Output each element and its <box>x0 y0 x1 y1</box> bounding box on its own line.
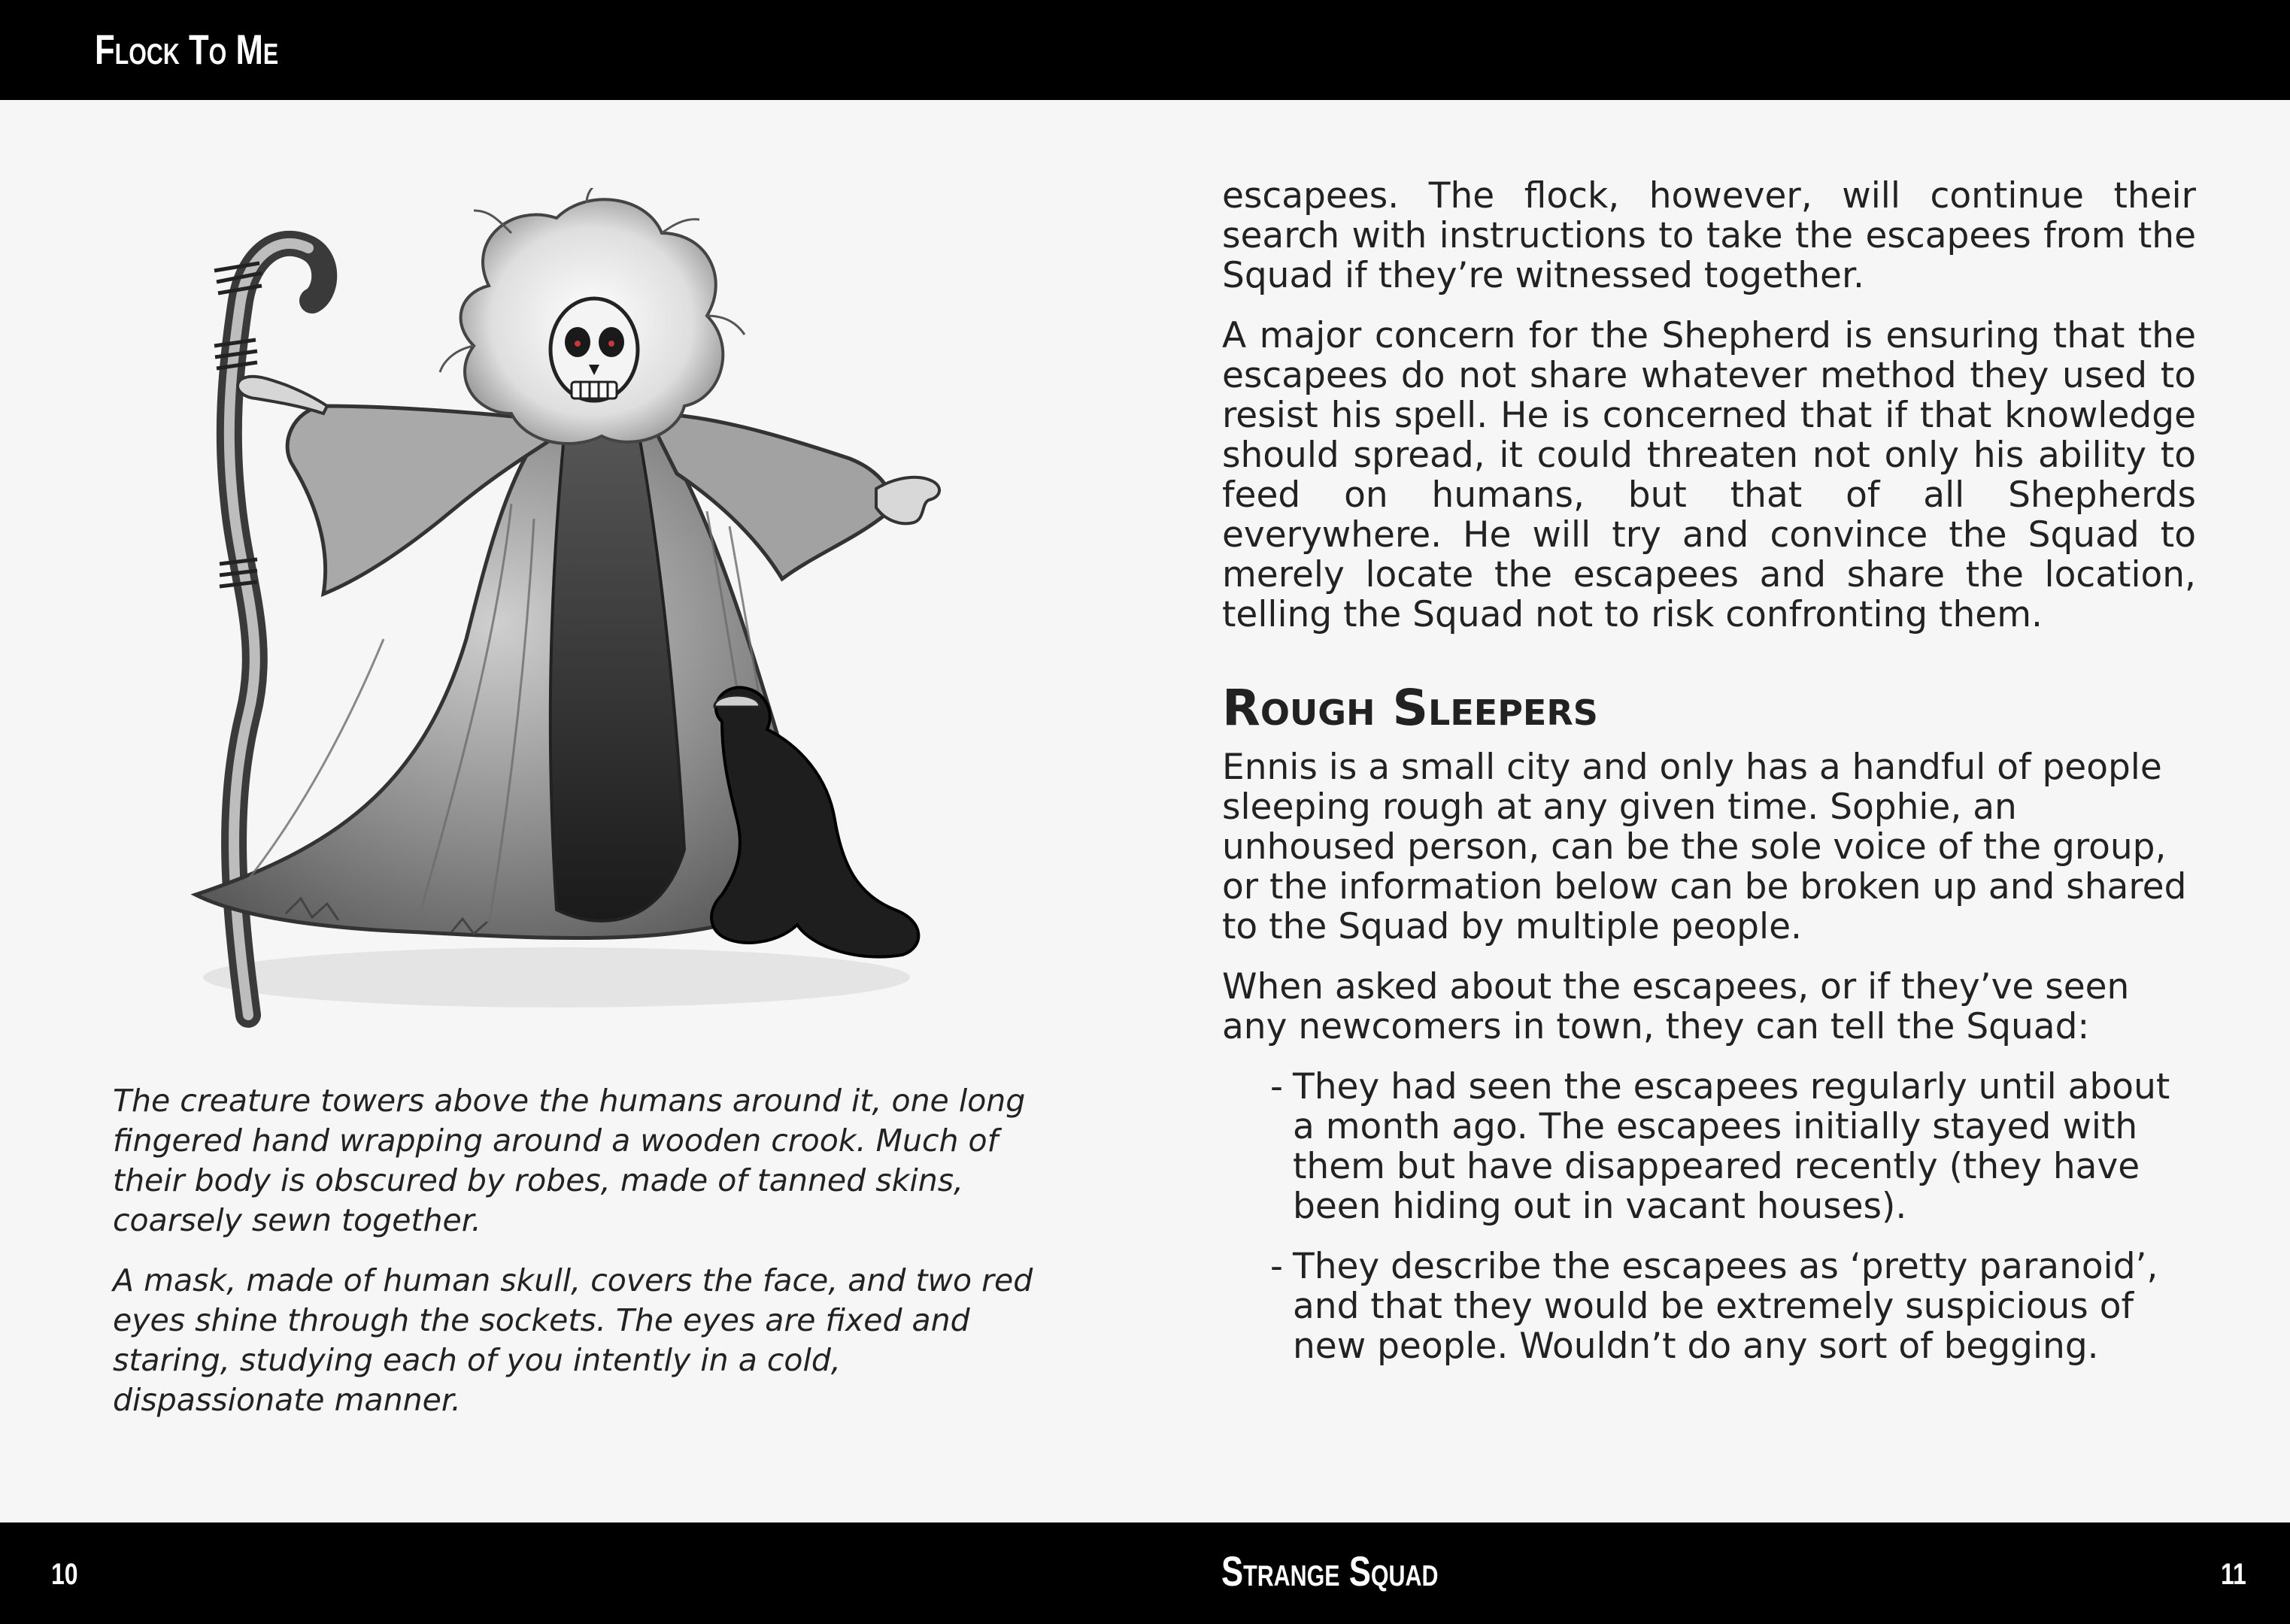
chapter-title: Flock To Me <box>95 26 279 73</box>
caption-paragraph: A mask, made of human skull, covers the face, and two red eyes shine through the sockets. The eyes are fixed and staring, studying each of you intently in a cold, dispassionate manner. <box>113 1262 1033 1418</box>
body-paragraph: When asked about the escapees, or if they’ve seen any newcomers in town, they can tell the Squad: <box>1222 966 2130 1047</box>
bullet-list <box>1222 1067 2196 1366</box>
body-paragraph: Ennis is a small city and only has a handful of people sleeping rough at any given time. Sophie, an unhoused person, can be the sole voice of the group, or the information below can be broken up and shared to the Squad by multiple people. <box>1222 747 2187 947</box>
footer-bar <box>0 1522 2290 1624</box>
body-paragraph: A major concern for the Shepherd is ensuring that the escapees do not share whatever method they used to resist his spell. He is concerned that if that knowledge should spread, it could threaten not only his ability to feed on humans, but that of all Shepherds everywhere. He will try and convince the Squad to merely locate the escapees and share the location, telling the Squad not to risk confronting them. <box>1222 315 2196 635</box>
page-number-right: 11 <box>2221 1558 2246 1591</box>
illustration-caption <box>113 1081 1038 1441</box>
caption-paragraph: The creature towers above the humans around it, one long fingered hand wrapping around a wooden crook. Much of their body is obscured by robes, made of tanned skins, coarsely sewn together. <box>113 1083 1026 1238</box>
page-number-left: 10 <box>51 1558 78 1591</box>
bullet-dash: - <box>1270 1246 1283 1287</box>
right-column <box>1222 176 2196 1386</box>
book-title: Strange Squad <box>1221 1547 1439 1595</box>
list-item-text: They had seen the escapees regularly until about a month ago. The escapees initially stayed with them but have disappeared recently (they have been hiding out in vacant houses). <box>1293 1066 2170 1227</box>
body-paragraph: escapees. The flock, however, will continue their search with instructions to take the escapees from the Squad if they’re witnessed together. <box>1222 175 2196 296</box>
shepherd-creature-illustration <box>135 188 1060 1068</box>
section-heading: Rough Sleepers <box>1222 679 1598 737</box>
header-bar <box>0 0 2290 100</box>
list-item-text: They describe the escapees as ‘pretty paranoid’, and that they would be extremely suspicious of new people. Wouldn’t do any sort of begging. <box>1293 1246 2158 1367</box>
bullet-dash: - <box>1270 1066 1283 1107</box>
list-item <box>1270 1247 2196 1366</box>
list-item <box>1270 1067 2196 1226</box>
